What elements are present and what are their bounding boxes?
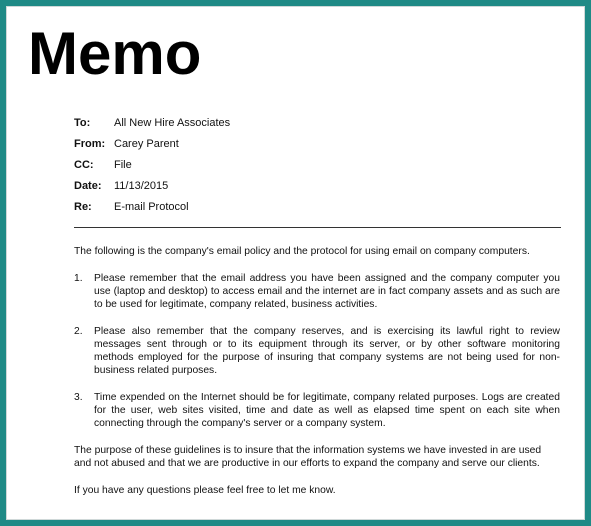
- header-label-re: Re:: [74, 200, 92, 213]
- list-item-text: Please remember that the email address you have been assigned and the company computer you use (laptop and desktop) to access email and the internet are in fact company assets and as such are to be used for legitimate, company related, business activities.: [94, 273, 560, 310]
- header-row-from: [74, 133, 554, 154]
- header-label-from: From:: [74, 137, 106, 150]
- list-item: [74, 325, 560, 377]
- header-row-date: [74, 175, 554, 196]
- header-divider: [74, 227, 561, 228]
- header-value-to: All New Hire Associates: [114, 116, 231, 129]
- list-item-text: Please also remember that the company reserves, and is exercising its lawful right to review messages sent through or to its equipment through its server, or by other software monitoring methods employed for the purpose of insuring that company systems are not being used for non-business related purposes.: [94, 326, 560, 376]
- header-value-from: Carey Parent: [114, 137, 179, 150]
- list-item-number: 2.: [74, 326, 83, 337]
- header-value-re: E-mail Protocol: [114, 200, 189, 213]
- header-value-cc: File: [114, 158, 132, 171]
- closing-paragraph: If you have any questions please feel free to let me know.: [74, 485, 336, 496]
- header-row-cc: [74, 154, 554, 175]
- purpose-paragraph: The purpose of these guidelines is to insure that the information systems we have invested in are used and not abused and that we are productive in our efforts to expand the company and serve our clients.: [74, 445, 542, 469]
- memo-title: Memo: [28, 20, 202, 87]
- memo-header: [74, 112, 554, 217]
- list-item-number: 3.: [74, 392, 83, 403]
- header-label-to: To:: [74, 116, 91, 129]
- intro-paragraph: The following is the company's email policy and the protocol for using email on company computers.: [74, 246, 530, 257]
- list-item: [74, 391, 560, 430]
- header-label-date: Date:: [74, 179, 102, 192]
- list-item: [74, 272, 560, 311]
- policy-list: [74, 272, 560, 430]
- header-label-cc: CC:: [74, 158, 94, 171]
- header-row-re: [74, 196, 554, 217]
- header-value-date: 11/13/2015: [114, 179, 169, 192]
- header-row-to: [74, 112, 554, 133]
- memo-body: [74, 245, 560, 511]
- list-item-text: Time expended on the Internet should be for legitimate, company related purposes. Logs are created for the user, web sites visited, time and date as well as elapsed time spent on each site when connecting through the company's server or a company system.: [94, 392, 560, 429]
- list-item-number: 1.: [74, 273, 83, 284]
